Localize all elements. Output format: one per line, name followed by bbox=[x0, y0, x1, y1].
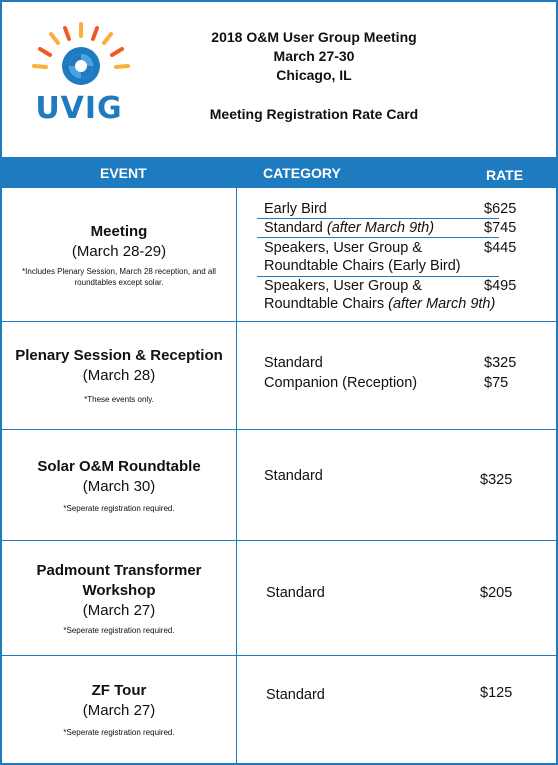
column-header-event: EVENT bbox=[100, 165, 147, 181]
category-value: Standard bbox=[266, 687, 325, 703]
event-cell bbox=[2, 430, 237, 540]
category-text: Roundtable Chairs bbox=[264, 296, 385, 312]
event-date: (March 28) bbox=[82, 367, 156, 384]
category-text: Standard bbox=[264, 220, 323, 236]
category-text: Roundtable Chairs (Early Bird) bbox=[264, 258, 461, 274]
category-value: Early Bird bbox=[264, 201, 327, 217]
rate-value: $445 bbox=[484, 240, 517, 256]
event-date: (March 27) bbox=[82, 702, 156, 719]
page-subtitle: Meeting Registration Rate Card bbox=[209, 106, 419, 122]
table-header bbox=[2, 157, 556, 188]
category-text: Speakers, User Group & bbox=[264, 240, 422, 256]
category-value: Companion (Reception) bbox=[264, 375, 418, 391]
event-name: ZF Tour bbox=[91, 682, 147, 699]
event-note: *Seperate registration required. bbox=[63, 625, 175, 635]
event-cell bbox=[2, 656, 237, 763]
meeting-location: Chicago, IL bbox=[276, 67, 352, 83]
event-name: Workshop bbox=[82, 581, 156, 599]
category-value: Standard bbox=[264, 355, 323, 371]
event-note: *These events only. bbox=[84, 395, 154, 404]
event-cell bbox=[2, 541, 237, 655]
event-cell bbox=[2, 322, 237, 429]
category-value bbox=[264, 239, 461, 275]
rate-value: $205 bbox=[480, 585, 513, 601]
table-row bbox=[2, 429, 556, 540]
column-header-category: CATEGORY bbox=[263, 165, 341, 181]
meeting-dates: March 27-30 bbox=[273, 48, 355, 64]
event-note: *Seperate registration required. bbox=[63, 503, 175, 513]
category-value bbox=[264, 219, 434, 237]
event-cell bbox=[2, 188, 237, 321]
category-text-line bbox=[264, 295, 495, 313]
category-italic-note: (after March 9th) bbox=[388, 296, 496, 312]
rate-value: $325 bbox=[480, 472, 513, 488]
row-divider bbox=[257, 237, 499, 238]
rate-value: $125 bbox=[480, 685, 513, 701]
event-date: (March 27) bbox=[82, 601, 156, 619]
category-value: Standard bbox=[266, 585, 325, 601]
event-name: Padmount Transformer bbox=[36, 561, 202, 579]
category-italic-note: (after March 9th) bbox=[326, 220, 435, 236]
table-row bbox=[2, 540, 556, 655]
event-date: (March 28-29) bbox=[71, 242, 167, 260]
event-name: Solar O&M Roundtable bbox=[37, 457, 201, 475]
event-name: Meeting bbox=[90, 222, 148, 240]
category-value bbox=[264, 277, 495, 313]
event-note: *Includes Plenary Session, March 28 reception, and all roundtables except solar. bbox=[22, 266, 216, 287]
rate-value: $75 bbox=[484, 375, 509, 391]
column-header-rate: RATE bbox=[486, 167, 524, 183]
meeting-title-line: 2018 O&M User Group Meeting bbox=[211, 29, 417, 45]
meeting-title bbox=[172, 28, 456, 85]
category-text: Speakers, User Group & bbox=[264, 278, 422, 294]
event-name: Plenary Session & Reception bbox=[15, 347, 223, 364]
rate-value: $625 bbox=[484, 201, 517, 217]
event-note: *Seperate registration required. bbox=[63, 728, 175, 737]
rate-value: $325 bbox=[484, 355, 517, 371]
table-row bbox=[2, 321, 556, 429]
logo-wordmark: UVIG bbox=[35, 91, 123, 126]
table-row bbox=[2, 188, 556, 321]
table-row bbox=[2, 655, 556, 763]
rate-value: $745 bbox=[484, 220, 517, 236]
card-header bbox=[2, 2, 556, 157]
event-date: (March 30) bbox=[82, 477, 156, 495]
category-value: Standard bbox=[264, 468, 323, 484]
rate-value: $495 bbox=[484, 278, 517, 294]
